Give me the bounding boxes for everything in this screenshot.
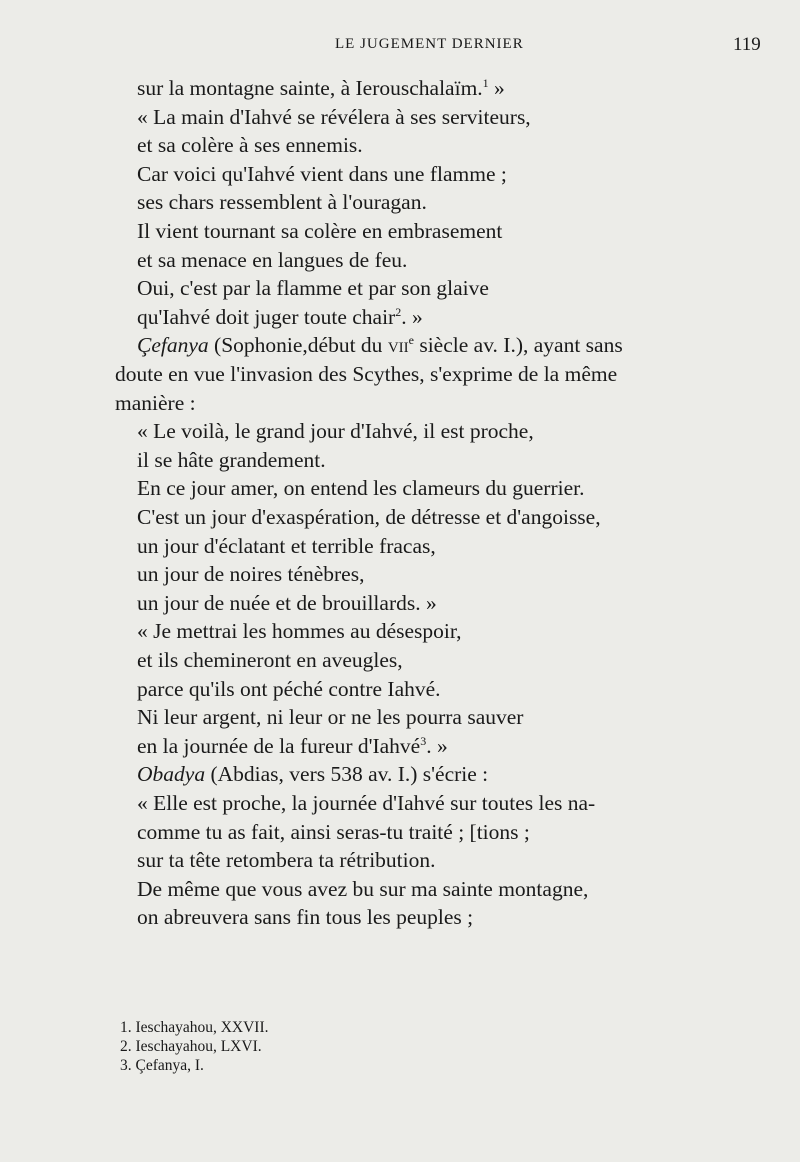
superscript: 2	[395, 304, 402, 319]
page-number: 119	[733, 34, 761, 55]
text-segment: un jour de noires ténèbres,	[137, 562, 365, 587]
superscript: 3	[420, 733, 427, 748]
text-segment: (Abdias, vers 538 av. I.) s'écrie :	[205, 762, 489, 787]
text-line	[137, 503, 601, 531]
text-line	[137, 903, 473, 931]
text-line	[137, 646, 403, 674]
text-segment: qu'Iahvé doit juger toute chair	[137, 304, 396, 329]
text-segment: . »	[401, 304, 423, 329]
text-line	[137, 303, 423, 331]
text-line	[115, 360, 617, 388]
text-segment: »	[488, 76, 505, 100]
text-segment: Oui, c'est par la flamme et par son glaive	[137, 276, 489, 301]
italic-name: Çefanya	[137, 333, 209, 358]
text-line	[137, 732, 448, 760]
running-title: LE JUGEMENT DERNIER	[335, 36, 524, 52]
text-segment: De même que vous avez bu sur ma sainte montagne,	[137, 876, 589, 901]
text-line	[115, 389, 196, 417]
text-segment: en la journée de la fureur d'Iahvé	[137, 733, 421, 758]
footnote: 3. Çefanya, I.	[120, 1057, 204, 1074]
footnote: 1. Ieschayahou, XXVII.	[120, 1019, 269, 1036]
text-segment: un jour de nuée et de brouillards. »	[137, 590, 437, 615]
running-head	[0, 34, 800, 58]
footnotes	[120, 1018, 269, 1075]
text-line	[137, 417, 534, 445]
text-segment: et ils chemineront en aveugles,	[137, 648, 403, 672]
text-segment: et sa menace en langues de feu.	[137, 247, 408, 272]
text-line	[137, 74, 505, 102]
text-segment: un jour d'éclatant et terrible fracas,	[137, 533, 436, 558]
text-line	[137, 474, 584, 502]
text-segment: ses chars ressemblent à l'ouragan.	[137, 190, 427, 215]
text-line	[137, 160, 507, 188]
text-segment: (Sophonie,début du	[208, 333, 388, 358]
text-line	[137, 675, 441, 703]
text-segment: « Elle est proche, la journée d'Iahvé sur toutes les na-	[137, 791, 596, 815]
text-line	[137, 188, 427, 216]
text-line	[137, 246, 407, 274]
text-segment: Ni leur argent, ni leur or ne les pourra sauver	[137, 705, 524, 730]
text-line	[137, 818, 530, 846]
text-segment: En ce jour amer, on entend les clameurs du guerrier.	[137, 476, 585, 501]
small-caps: vii	[387, 333, 409, 358]
text-line	[137, 331, 623, 359]
text-segment: « La main d'Iahvé se révélera à ses serviteurs,	[137, 104, 531, 129]
text-line	[137, 875, 588, 903]
text-segment: siècle av. I.), ayant sans	[413, 333, 623, 358]
text-segment: on abreuvera sans fin tous les peuples ;	[137, 905, 474, 930]
text-line	[137, 760, 488, 788]
text-line	[137, 789, 595, 817]
text-line	[137, 131, 363, 159]
text-segment: parce qu'ils ont péché contre Iahvé.	[137, 676, 441, 701]
text-line	[137, 617, 462, 645]
superscript: 1	[482, 76, 489, 90]
text-line	[137, 560, 364, 588]
text-segment: manière :	[115, 390, 196, 415]
text-segment: et sa colère à ses ennemis.	[137, 133, 363, 158]
text-line	[137, 274, 489, 302]
text-segment: « Je mettrai les hommes au désespoir,	[137, 619, 462, 644]
text-line	[137, 846, 436, 874]
text-segment: C'est un jour d'exaspération, de détresse et d'angoisse,	[137, 505, 601, 529]
text-line	[137, 703, 523, 731]
text-line	[137, 103, 531, 131]
text-segment: sur la montagne sainte, à Ierouschalaïm.	[137, 76, 483, 100]
text-segment: « Le voilà, le grand jour d'Iahvé, il est proche,	[137, 419, 534, 444]
italic-name: Obadya	[137, 762, 206, 787]
text-line	[137, 589, 437, 617]
footnote: 2. Ieschayahou, LXVI.	[120, 1038, 262, 1055]
text-segment: comme tu as fait, ainsi seras-tu traité ; [tions ;	[137, 819, 530, 844]
text-segment: Car voici qu'Iahvé vient dans une flamme ;	[137, 161, 507, 186]
text-line	[137, 217, 502, 245]
text-line	[137, 532, 436, 560]
text-segment: Il vient tournant sa colère en embrasement	[137, 219, 503, 243]
superscript: e	[408, 333, 414, 348]
text-segment: sur ta tête retombera ta rétribution.	[137, 848, 436, 873]
text-line	[137, 446, 326, 474]
text-segment: doute en vue l'invasion des Scythes, s'exprime de la même	[115, 362, 618, 386]
text-segment: il se hâte grandement.	[137, 447, 326, 472]
text-segment: . »	[426, 733, 448, 758]
